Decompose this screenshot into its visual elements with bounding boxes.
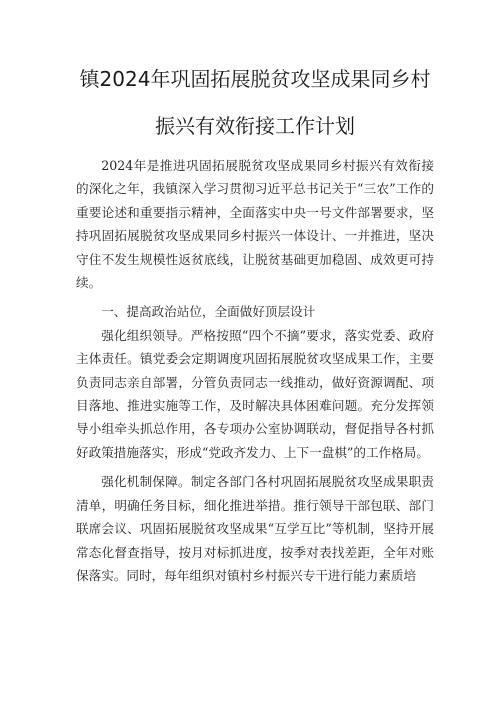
document-body <box>76 154 434 587</box>
paragraph-organization: 强化组织领导。严格按照“四个不摘”要求，落实党委、政府主体责任。镇党委会定期调度巩固拓展脱贫攻坚成果工作，主要负责同志亲自部署，分管负责同志一线推动，做好资源调配、项目落地、推进实施等工作，及时解决具体困难问题。充分发挥领导小组牵头抓总作用，各专项办公室协调联动，督促指导各村抓好政策措施落实，形成“党政齐发力、上下一盘棋”的工作格局。 <box>76 327 434 460</box>
title-line-2: 振兴有效衔接工作计划 <box>155 114 355 138</box>
section-heading-1: 一、提高政治站位，全面做好顶层设计 <box>101 304 316 320</box>
title-line-1: 镇2024年巩固拓展脱贫攻坚成果同乡村 <box>79 67 431 91</box>
paragraph-mechanism: 强化机制保障。制定各部门各村巩固拓展脱贫攻坚成果职责清单，明确任务目标，细化推进举措。推行领导干部包联、部门联席会议、巩固拓展脱贫攻坚成果“互学互比”等机制，坚持开展常态化督查指导，按月对标抓进度，按季对表找差距，全年对账保落实。同时，每年组织对镇村乡村振兴专干进行能力素质培 <box>76 474 434 583</box>
document-title <box>76 62 434 144</box>
intro-paragraph: 2024年是推进巩固拓展脱贫攻坚成果同乡村振兴有效衔接的深化之年，我镇深入学习贯彻习近平总书记关于“三农”工作的重要论述和重要指示精神，全面落实中央一号文件部署要求，坚持巩固拓展脱贫攻坚成果同乡村振兴一体设计、一并推进，坚决守住不发生规模性返贫底线，让脱贫基础更加稳固、成效更可持续。 <box>76 158 434 291</box>
